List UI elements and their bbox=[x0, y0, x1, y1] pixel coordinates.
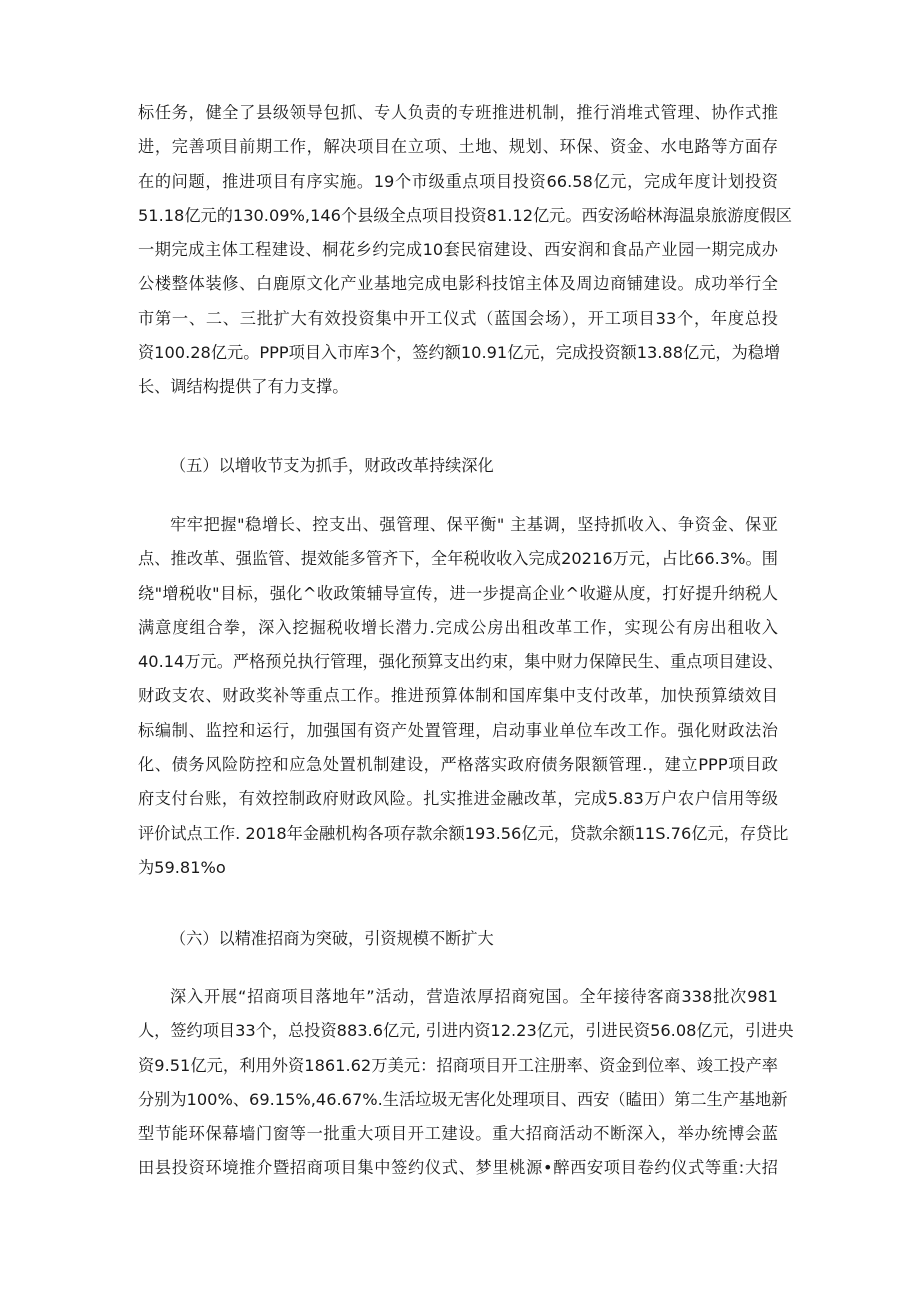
text-line: 府支付台账，有效控制政府财政风险。扎实推进金融改革，完成5.83万户农户信用等级 bbox=[138, 789, 778, 809]
text-line: 标编制、监控和运行，加强国有资产处置管理，启动事业单位车改工作。强化财政法治 bbox=[138, 720, 778, 740]
text-line: 评价试点工作. 2018年金融机构各项存款余额193.56亿元，贷款余额11S.76亿元，存贷比 bbox=[138, 823, 789, 843]
text-line: 资9.51亿元，利用外资1861.62万美元：招商项目开工注册率、资金到位率、竣工投产率 bbox=[138, 1055, 778, 1075]
text-line: 化、债务风险防控和应急处置机制建设，严格落实政府债务限额管理.，建立PPP项目政 bbox=[138, 755, 778, 775]
text-line: 40.14万元。严格预兑执行管理，强化预算支出约束，集中财力保障民生、重点项目建设、 bbox=[138, 652, 784, 672]
section-heading-6: （六）以精准招商为突破，引资规模不断扩大 bbox=[170, 929, 494, 948]
text-line: 资100.28亿元。PPP项目入市库3个，签约额10.91亿元，完成投资额13.88亿元，为稳增 bbox=[138, 343, 781, 363]
section-heading-5: （五）以增收节支为抓手，财政改革持续深化 bbox=[170, 456, 494, 475]
text-line: 田县投资环境推介暨招商项目集中签约仪式、梦里桃源•醉西安项目卷约仪式等重:大招 bbox=[138, 1158, 778, 1178]
text-line: 分别为100%、69.15%,46.67%.生活垃圾无害化处理项目、西安（瞌田）第二生产基地新 bbox=[138, 1089, 788, 1109]
text-line: 满意度组合拳，深入挖掘税收增长潜力.完成公房出租改革工作，实现公有房出租收入 bbox=[138, 617, 778, 637]
text-line: 深入开展“招商项目落地年”活动，营造浓厚招商宛国。全年接待客商338批次981 bbox=[170, 987, 778, 1006]
text-line: 为59.81%o bbox=[138, 857, 226, 877]
text-line: 进，完善项目前期工作，解决项目在立项、土地、规划、环保、资金、水电路等方面存 bbox=[138, 137, 778, 157]
paragraph-investment bbox=[138, 96, 792, 405]
text-line: 点、推改革、强监管、提效能多管齐下，全年税收收入完成20216万元，占比66.3%。围 bbox=[138, 549, 778, 569]
paragraph-investment-attraction bbox=[138, 980, 794, 1186]
text-line: 绕"增税收"目标，强化^收政策辅导宣传，进一步提高企业^收避从度，打好提升纳税人 bbox=[138, 583, 778, 603]
text-line: 财政支农、财政奖补等重点工作。推进预算体制和国库集中支付改革，加快预算绩效目 bbox=[138, 686, 778, 706]
text-line: 型节能环保幕墙门窗等一批重大项目开工建设。重大招商活动不断深入，举办统博会蓝 bbox=[138, 1124, 778, 1144]
text-line: 公楼整体装修、白鹿原文化产业基地完成电影科技馆主体及周边商铺建设。成功举行全 bbox=[138, 274, 778, 294]
text-line: 一期完成主体工程建设、桐花乡约完成10套民宿建设、西安润和食品产业园一期完成办 bbox=[138, 240, 778, 260]
text-line: 市第一、二、三批扩大有效投资集中开工仪式（蓝国会场），开工项目33个，年度总投 bbox=[138, 308, 778, 328]
text-line: 标任务，健全了县级领导包抓、专人负责的专班推进机制，推行消堆式管理、协作式推 bbox=[138, 103, 778, 122]
text-line: 在的问题，推进项目有序实施。19个市级重点项目投资66.58亿元，完成年度计划投资 bbox=[138, 171, 778, 191]
text-line: 牢牢把握"稳增长、控支出、强管理、保平衡" 主基调，坚持抓收入、争资金、保亚 bbox=[170, 515, 778, 534]
paragraph-finance bbox=[138, 508, 789, 885]
text-line: 人，签约项目33个，总投资883.6亿元, 引进内资12.23亿元，引进民资56.08亿元，引进央 bbox=[138, 1021, 794, 1041]
text-line: 51.18亿元的130.09%,146个县级全点项目投资81.12亿元。西安汤峪林海温泉旅游度假区 bbox=[138, 205, 792, 225]
text-line: 长、调结构提供了有力支撑。 bbox=[138, 377, 349, 397]
